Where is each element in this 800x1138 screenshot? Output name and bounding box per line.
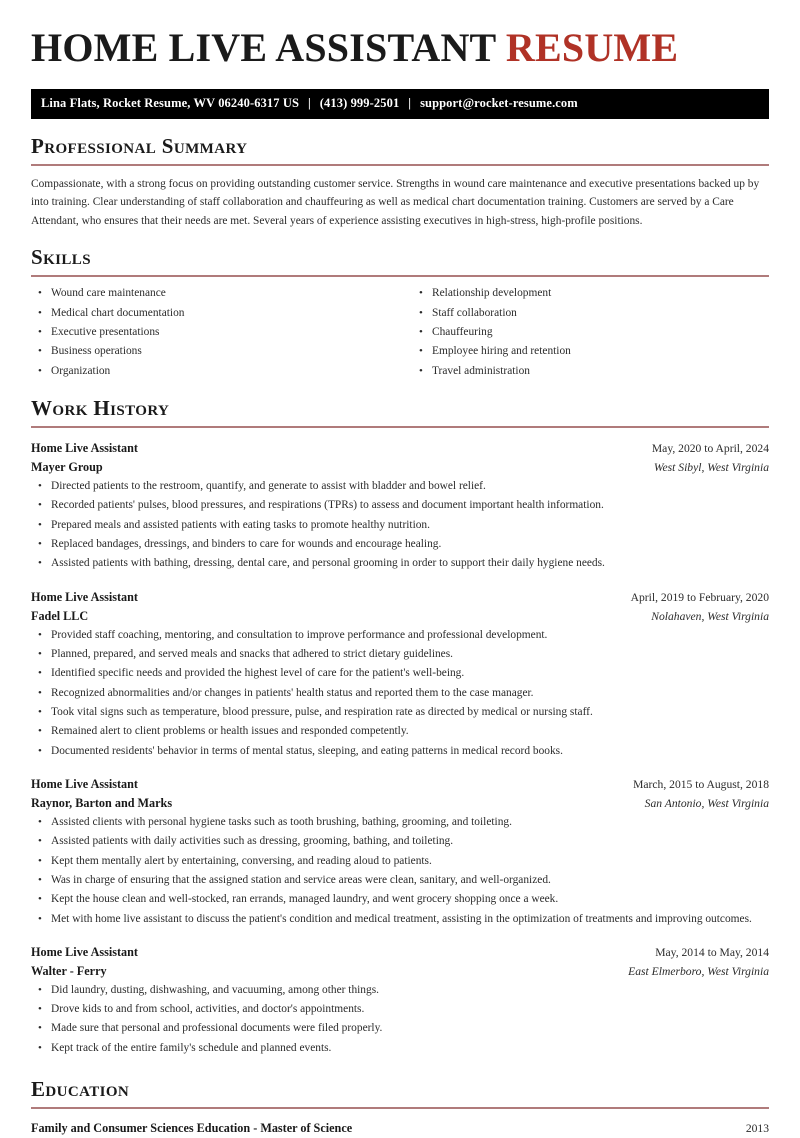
list-item: • Took vital signs such as temperature, blood pressure, pulse, and respiration rate as directed by medical or nursing staff.: [51, 703, 769, 722]
job-title-row: [31, 439, 769, 458]
skills-list-right: [412, 284, 769, 381]
list-item: • Wound care maintenance: [51, 284, 400, 303]
list-item: • Remained alert to client problems or health issues and responded competently.: [51, 722, 769, 741]
work-history-entry: [31, 775, 769, 929]
section-education: [31, 1078, 769, 1137]
section-heading-work-history: Work History: [31, 396, 170, 421]
list-item: • Was in charge of ensuring that the assigned station and service areas were clean, sanitary, and well-organized.: [51, 871, 769, 890]
job-title-row: [31, 943, 769, 962]
list-item: • Chauffeuring: [432, 323, 769, 342]
job-location: San Antonio, West Virginia: [644, 796, 769, 810]
list-item: • Employee hiring and retention: [432, 342, 769, 361]
job-company-row: [31, 962, 769, 981]
job-title: Home Live Assistant: [31, 441, 138, 456]
job-company-row: [31, 607, 769, 626]
job-location: West Sibyl, West Virginia: [653, 461, 769, 475]
list-item: • Prepared meals and assisted patients with eating tasks to promote healthy nutrition.: [51, 516, 769, 535]
section-heading-summary: Professional Summary: [31, 133, 248, 158]
job-title: Home Live Assistant: [31, 944, 138, 959]
contact-address: Lina Flats, Rocket Resume, WV 06240-6317 US: [41, 96, 300, 111]
job-bullet-list: [31, 981, 769, 1058]
job-company-row: [31, 794, 769, 813]
job-company: Raynor, Barton and Marks: [31, 795, 173, 810]
education-year: 2013: [745, 1122, 769, 1136]
job-title-row: [31, 775, 769, 794]
education-entries: [31, 1119, 769, 1137]
list-item: • Executive presentations: [51, 323, 400, 342]
list-item: • Recognized abnormalities and/or changes in patients' health status and reported them to the case manager.: [51, 684, 769, 703]
section-skills: [31, 246, 769, 381]
list-item: • Documented residents' behavior in terms of mental status, sleeping, and eating patterns in medical record books.: [51, 742, 769, 761]
list-item: • Drove kids to and from school, activities, and doctor's appointments.: [51, 1000, 769, 1019]
job-dates: May, 2020 to April, 2024: [651, 442, 769, 456]
contact-separator-1: |: [308, 96, 311, 111]
contact-bar: [31, 89, 769, 119]
work-history-entry: [31, 439, 769, 574]
contact-phone[interactable]: (413) 999-2501: [319, 96, 400, 111]
job-company: Fadel LLC: [31, 608, 89, 623]
list-item: • Made sure that personal and professional documents were filed properly.: [51, 1019, 769, 1038]
job-location: East Elmerboro, West Virginia: [628, 964, 769, 978]
skills-list-left: [31, 284, 400, 381]
job-company: Mayer Group: [31, 460, 103, 475]
list-item: • Organization: [51, 362, 400, 381]
page-title-main: HOME LIVE ASSISTANT: [31, 25, 496, 70]
list-item: • Did laundry, dusting, dishwashing, and vacuuming, among other things.: [51, 981, 769, 1000]
job-title: Home Live Assistant: [31, 776, 138, 791]
section-professional-summary: [31, 135, 769, 231]
list-item: • Provided staff coaching, mentoring, and consultation to improve performance and professional development.: [51, 626, 769, 645]
job-company: Walter - Ferry: [31, 963, 107, 978]
section-heading-education: Education: [31, 1077, 130, 1102]
list-item: • Recorded patients' pulses, blood pressures, and respirations (TPRs) to assess and document important health information.: [51, 496, 769, 515]
page-title: [31, 0, 769, 71]
section-divider: [31, 164, 769, 166]
job-title: Home Live Assistant: [31, 589, 138, 604]
job-location: Nolahaven, West Virginia: [651, 609, 769, 623]
job-title-row: [31, 588, 769, 607]
list-item: • Assisted patients with daily activities such as dressing, grooming, bathing, and toileting.: [51, 832, 769, 851]
list-item: • Kept them mentally alert by entertaining, conversing, and reading aloud to patients.: [51, 852, 769, 871]
job-dates: April, 2019 to February, 2020: [630, 590, 769, 604]
section-heading-skills: Skills: [31, 245, 91, 270]
list-item: • Replaced bandages, dressings, and binders to care for wounds and encourage healing.: [51, 535, 769, 554]
page-title-accent: RESUME: [505, 25, 679, 70]
skills-column-left: [31, 284, 400, 381]
job-bullet-list: [31, 626, 769, 761]
work-history-entry: [31, 943, 769, 1058]
list-item: • Directed patients to the restroom, quantify, and generate to assist with bladder and bowel relief.: [51, 477, 769, 496]
list-item: • Business operations: [51, 342, 400, 361]
work-history-entry: [31, 588, 769, 761]
list-item: • Planned, prepared, and served meals and snacks that adhered to strict dietary guidelines.: [51, 645, 769, 664]
skills-column-right: [400, 284, 769, 381]
list-item: • Staff collaboration: [432, 304, 769, 323]
list-item: • Identified specific needs and provided the highest level of care for the patient's well-being.: [51, 664, 769, 683]
work-history-entries: [31, 439, 769, 1058]
section-divider: [31, 275, 769, 277]
summary-text: Compassionate, with a strong focus on providing outstanding customer service. Strengths in wound care maintenance and executive presentations backed up by into training. Clear understanding of staff collaboration and chauffeuring as well as medical chart documentation training. Customers are served by a Care Attendant, who ensures that their needs are met. Several years of experience assisting executives in high-stress, high-profile positions.: [31, 177, 760, 227]
list-item: • Medical chart documentation: [51, 304, 400, 323]
contact-separator-2: |: [408, 96, 412, 111]
list-item: • Travel administration: [432, 362, 769, 381]
education-degree: Family and Consumer Sciences Education - Master of Science: [31, 1121, 353, 1136]
list-item: • Met with home live assistant to discuss the patient's condition and medical treatment, assisting in the optimization of treatments and improving outcomes.: [51, 910, 769, 929]
job-bullet-list: [31, 813, 769, 929]
education-entry: [31, 1119, 769, 1137]
section-divider: [31, 1107, 769, 1109]
job-bullet-list: [31, 477, 769, 574]
contact-email[interactable]: support@rocket-resume.com: [420, 96, 578, 111]
list-item: • Kept track of the entire family's schedule and planned events.: [51, 1039, 769, 1058]
job-company-row: [31, 458, 769, 477]
skills-columns: [31, 284, 769, 381]
job-dates: May, 2014 to May, 2014: [655, 945, 769, 959]
section-divider: [31, 426, 769, 428]
list-item: • Assisted patients with bathing, dressing, dental care, and personal grooming in order to support their daily hygiene needs.: [51, 554, 769, 573]
list-item: • Assisted clients with personal hygiene tasks such as tooth brushing, bathing, grooming, and toileting.: [51, 813, 769, 832]
job-dates: March, 2015 to August, 2018: [633, 777, 769, 791]
list-item: • Relationship development: [432, 284, 769, 303]
section-work-history: [31, 397, 769, 1058]
list-item: • Kept the house clean and well-stocked, ran errands, managed laundry, and went grocery shopping once a week.: [51, 890, 769, 909]
